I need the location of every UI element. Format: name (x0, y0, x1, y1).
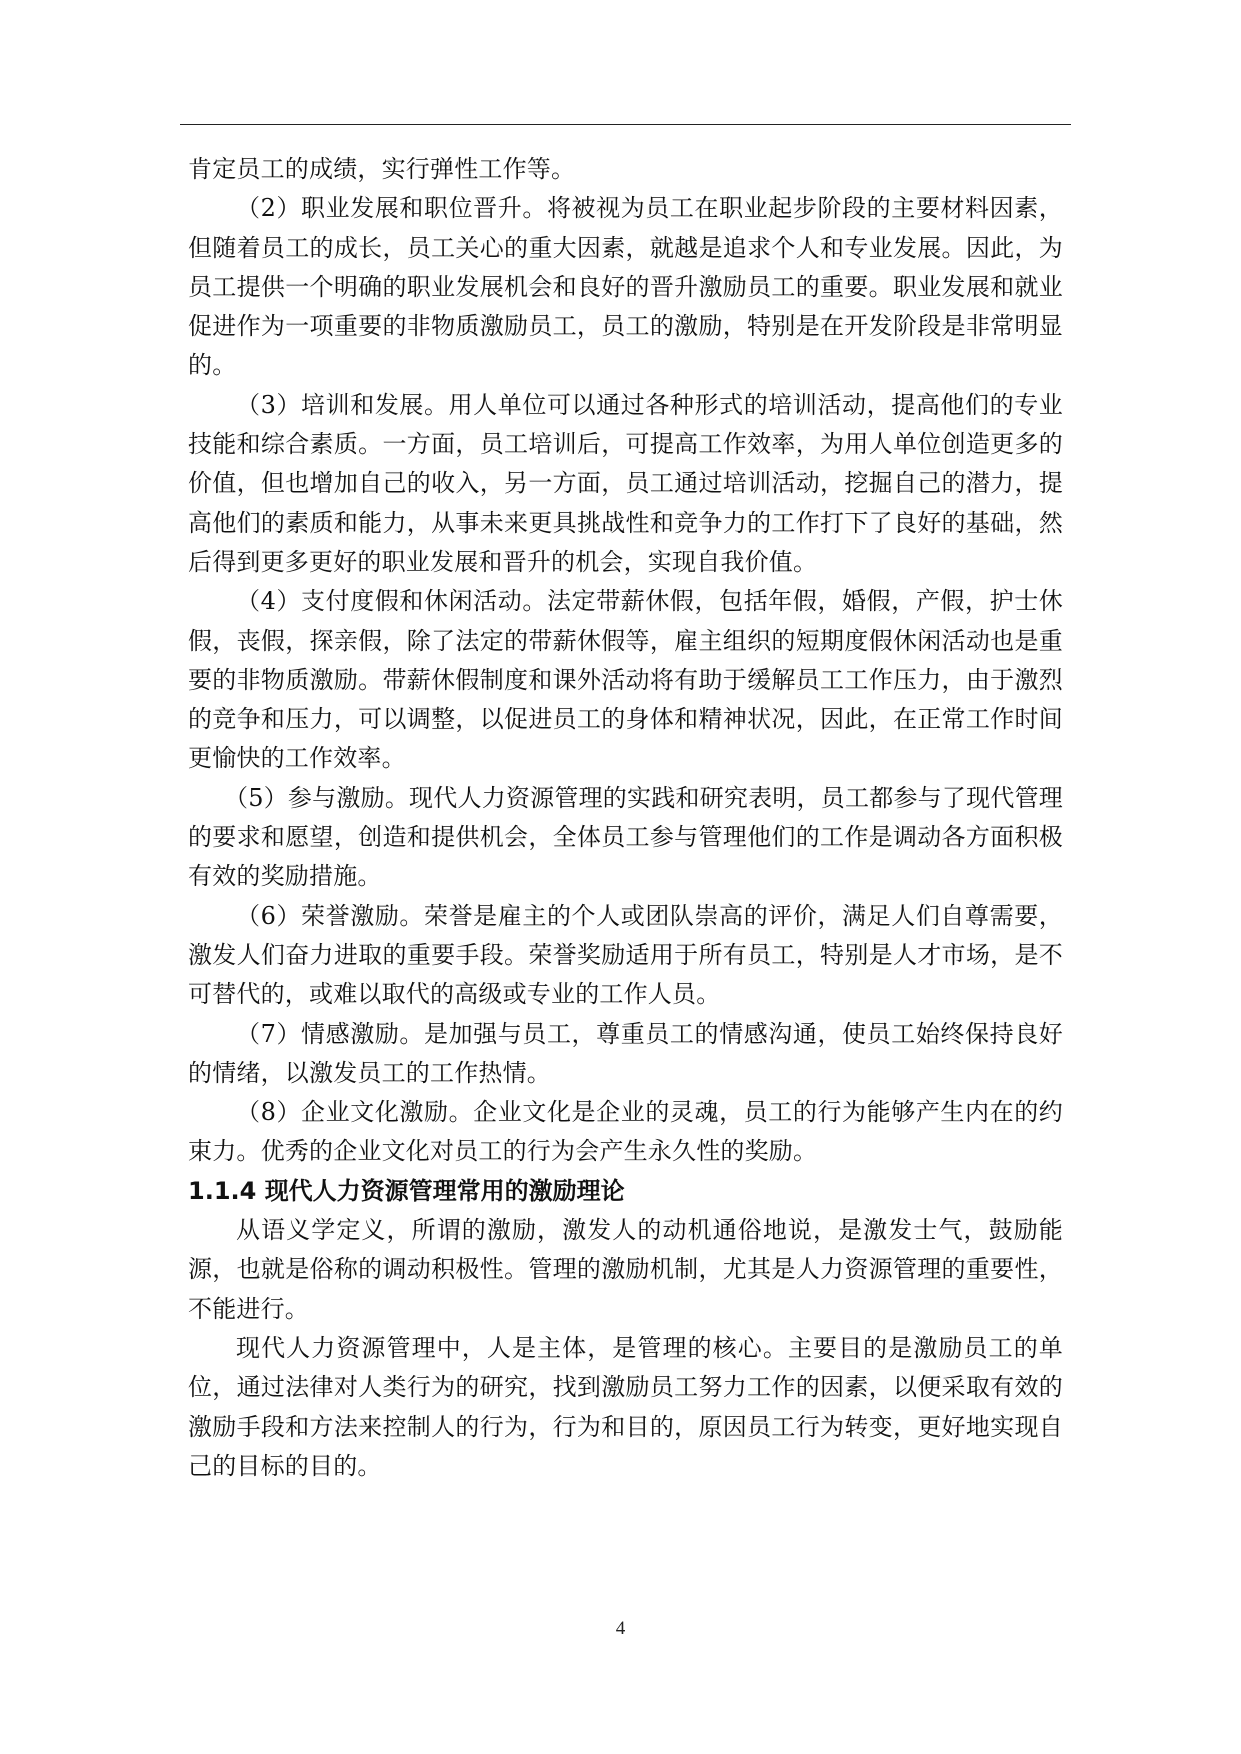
paragraph-emotion: （7）情感激励。是加强与员工，尊重员工的情感沟通，使员工始终保持良好的情绪，以激发员工的工作热情。 (188, 1019, 1063, 1087)
paragraph-continuation: 肯定员工的成绩，实行弹性工作等。 (188, 155, 576, 183)
paragraph-participation: （5）参与激励。现代人力资源管理的实践和研究表明，员工都参与了现代管理的要求和愿望，创造和提供机会，全体员工参与管理他们的工作是调动各方面积极有效的奖励措施。 (188, 783, 1063, 891)
paragraph-core: 现代人力资源管理中，人是主体，是管理的核心。主要目的是激励员工的单位，通过法律对人类行为的研究，找到激励员工努力工作的因素，以便采取有效的激励手段和方法来控制人的行为，行为和目的，原因员工行为转变，更好地实现自己的目标的目的。 (188, 1333, 1063, 1480)
document-body (188, 150, 1063, 1486)
paragraph-honor: （6）荣誉激励。荣誉是雇主的个人或团队崇高的评价，满足人们自尊需要，激发人们奋力进取的重要手段。荣誉奖励适用于所有员工，特别是人才市场，是不可替代的，或难以取代的高级或专业的工作人员。 (188, 901, 1063, 1009)
paragraph-semantics: 从语义学定义，所谓的激励，激发人的动机通俗地说，是激发士气，鼓励能源，也就是俗称的调动积极性。管理的激励机制，尤其是人力资源管理的重要性，不能进行。 (188, 1216, 1063, 1323)
header-rule (180, 124, 1071, 125)
section-heading: 1.1.4 现代人力资源管理常用的激励理论 (188, 1176, 625, 1205)
page-number: 4 (615, 1618, 626, 1639)
paragraph-culture: （8）企业文化激励。企业文化是企业的灵魂，员工的行为能够产生内在的约束力。优秀的企业文化对员工的行为会产生永久性的奖励。 (188, 1098, 1063, 1166)
paragraph-career-development: （2）职业发展和职位晋升。将被视为员工在职业起步阶段的主要材料因素，但随着员工的成长，员工关心的重大因素，就越是追求个人和专业发展。因此，为员工提供一个明确的职业发展机会和良好的晋升激励员工的重要。职业发展和就业促进作为一项重要的非物质激励员工，员工的激励，特别是在开发阶段是非常明显的。 (188, 194, 1063, 380)
paragraph-paid-leave: （4）支付度假和休闲活动。法定带薪休假，包括年假，婚假，产假，护士休假，丧假，探亲假，除了法定的带薪休假等，雇主组织的短期度假休闲活动也是重要的非物质激励。带薪休假制度和课外活动将有助于缓解员工工作压力，由于激烈的竞争和压力，可以调整，以促进员工的身体和精神状况，因此，在正常工作时间更愉快的工作效率。 (188, 587, 1063, 773)
paragraph-training: （3）培训和发展。用人单位可以通过各种形式的培训活动，提高他们的专业技能和综合素质。一方面，员工培训后，可提高工作效率，为用人单位创造更多的价值，但也增加自己的收入，另一方面，员工通过培训活动，挖掘自己的潜力，提高他们的素质和能力，从事未来更具挑战性和竞争力的工作打下了良好的基础，然后得到更多更好的职业发展和晋升的机会，实现自我价值。 (188, 390, 1063, 576)
